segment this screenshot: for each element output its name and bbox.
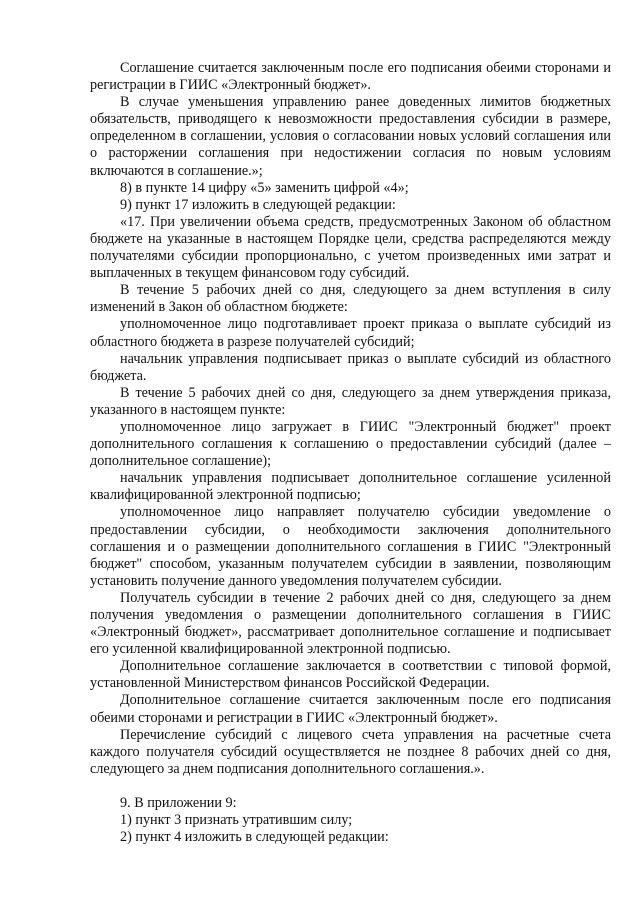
paragraph: уполномоченное лицо загружает в ГИИС "Электронный бюджет" проект дополнительного соглашения к соглашению о предоставлении субсидий (далее – дополнительное соглашение); bbox=[90, 418, 611, 470]
section-heading: 9. В приложении 9: bbox=[120, 794, 237, 811]
paragraph: начальник управления подписывает дополнительное соглашение усиленной квалифицированной электронной подписью; bbox=[90, 470, 611, 504]
paragraph: В случае уменьшения управлению ранее доведенных лимитов бюджетных обязательств, приводящего к невозможности предоставления субсидии в размере, определенном в соглашении, условия о согласовании новых условий соглашения или о расторжении соглашения при недостижении согласия по новым условиям включаются в соглашение.»; bbox=[90, 94, 611, 179]
paragraph: 1) пункт 3 признать утратившим силу; bbox=[120, 812, 353, 829]
paragraph: 9) пункт 17 изложить в следующей редакции: bbox=[120, 196, 396, 213]
paragraph: Получатель субсидии в течение 2 рабочих дней со дня, следующего за днем получения уведомления о размещении дополнительного соглашения в ГИИС «Электронный бюджет», рассматривает дополнительное соглашение и подписывает его усиленной квалифицированной электронной подписью. bbox=[90, 589, 611, 658]
paragraph: 2) пункт 4 изложить в следующей редакции: bbox=[120, 829, 389, 846]
document-body bbox=[90, 60, 611, 846]
paragraph: В течение 5 рабочих дней со дня, следующего за днем утверждения приказа, указанного в настоящем пункте: bbox=[90, 384, 611, 418]
paragraph: Дополнительное соглашение считается заключенным после его подписания обеими сторонами и регистрации в ГИИС «Электронный бюджет». bbox=[90, 692, 611, 726]
paragraph: начальник управления подписывает приказ о выплате субсидий из областного бюджета. bbox=[90, 350, 611, 384]
paragraph: 8) в пункте 14 цифру «5» заменить цифрой «4»; bbox=[120, 179, 409, 196]
paragraph: Дополнительное соглашение заключается в соответствии с типовой формой, установленной Министерством финансов Российской Федерации. bbox=[90, 658, 611, 692]
paragraph: В течение 5 рабочих дней со дня, следующего за днем вступления в силу изменений в Закон об областном бюджете: bbox=[90, 282, 611, 316]
paragraph: Перечисление субсидий с лицевого счета управления на расчетные счета каждого получателя субсидий осуществляется не позднее 8 рабочих дней со дня, следующего за днем подписания дополнительного соглашения.». bbox=[90, 726, 611, 777]
paragraph: «17. При увеличении объема средств, предусмотренных Законом об областном бюджете на указанные в настоящем Порядке цели, средства распределяются между получателями субсидии пропорционально, с учетом произведенных ими затрат и выплаченных в текущем финансовом году субсидий. bbox=[90, 213, 611, 282]
paragraph: уполномоченное лицо направляет получателю субсидии уведомление о предоставлении субсидии, о необходимости заключения дополнительного соглашения и о размещении дополнительного соглашения в ГИИС "Электронный бюджет" способом, указанным получателем субсидии в заявлении, позволяющим установить получение данного уведомления получателем субсидии. bbox=[90, 504, 611, 589]
paragraph: уполномоченное лицо подготавливает проект приказа о выплате субсидий из областного бюджета в разрезе получателей субсидий; bbox=[90, 316, 611, 350]
paragraph: Соглашение считается заключенным после его подписания обеими сторонами и регистрации в ГИИС «Электронный бюджет». bbox=[90, 60, 611, 94]
